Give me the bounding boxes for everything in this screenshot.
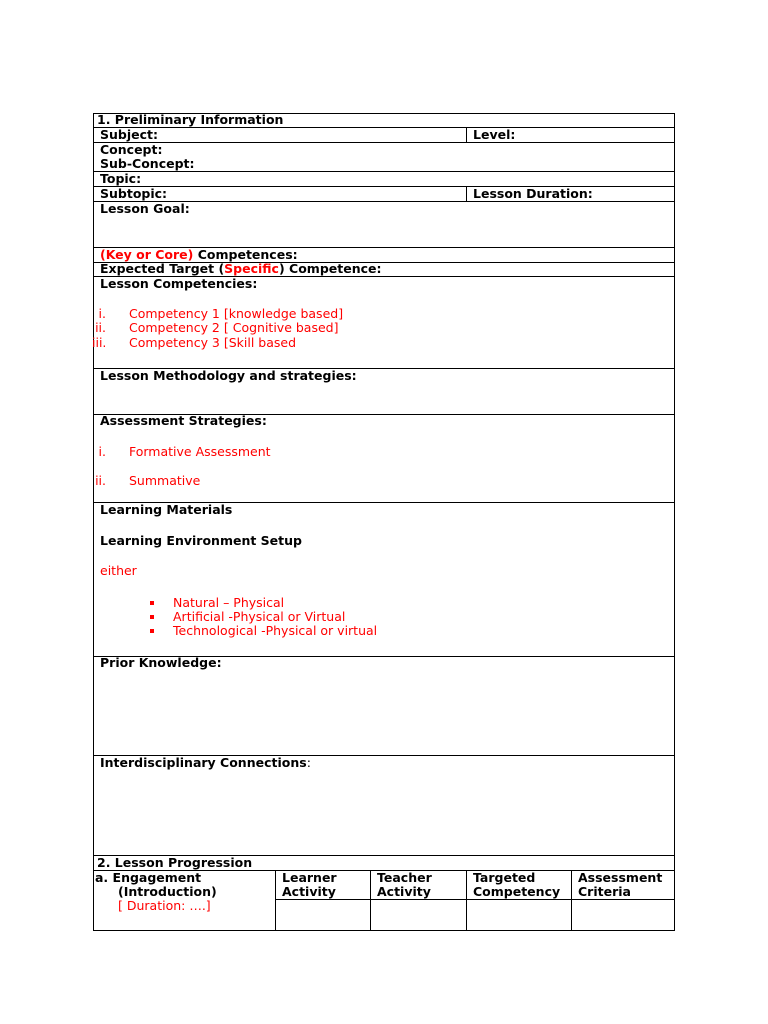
square-bullet-icon	[150, 615, 154, 619]
key-core-text: (Key or Core)	[100, 247, 194, 262]
rule	[571, 870, 572, 931]
list-number: iii.	[92, 335, 107, 350]
square-bullet-icon	[150, 629, 154, 633]
list-number: i.	[98, 306, 106, 321]
subject-label: Subject:	[100, 127, 158, 142]
expected-target-pre: Expected Target (	[100, 261, 225, 276]
learning-environment-label: Learning Environment Setup	[100, 533, 302, 548]
environment-item: Artificial -Physical or Virtual	[173, 609, 346, 624]
rule	[93, 113, 94, 931]
concept-label: Concept:	[100, 142, 163, 157]
methodology-label: Lesson Methodology and strategies:	[100, 368, 357, 383]
column-header-teacher-sub: Activity	[377, 884, 431, 899]
competency-item: Competency 3 [Skill based	[129, 335, 297, 350]
rule	[466, 870, 467, 931]
specific-text: Specific	[224, 261, 279, 276]
section-2-heading: 2. Lesson Progression	[97, 855, 253, 870]
either-text: either	[100, 563, 137, 578]
column-header-targeted: Targeted	[473, 870, 536, 885]
topic-label: Topic:	[100, 171, 142, 186]
column-header-teacher: Teacher	[377, 870, 432, 885]
rule	[93, 142, 675, 143]
column-header-assessment-sub: Criteria	[578, 884, 631, 899]
lesson-goal-label: Lesson Goal:	[100, 201, 190, 216]
expected-target-post: ) Competence:	[278, 261, 382, 276]
rule	[93, 171, 675, 172]
assessment-item: Summative	[129, 473, 201, 488]
subtopic-label: Subtopic:	[100, 186, 168, 201]
rule	[275, 870, 276, 931]
list-number: i.	[98, 444, 106, 459]
learning-materials-label: Learning Materials	[100, 502, 233, 517]
sub-concept-label: Sub-Concept:	[100, 156, 195, 171]
level-label: Level:	[473, 127, 516, 142]
interdisciplinary-label	[100, 756, 311, 770]
rule	[466, 127, 467, 143]
section-1-heading: 1. Preliminary Information	[97, 112, 284, 127]
duration-placeholder: [ Duration: ….]	[118, 898, 211, 913]
list-number: ii.	[95, 473, 106, 488]
list-number: ii.	[95, 320, 106, 335]
assessment-strategies-label: Assessment Strategies:	[100, 413, 267, 428]
key-competences-label	[100, 248, 298, 262]
expected-target-label	[100, 262, 382, 276]
engagement-label: a. Engagement	[95, 870, 202, 885]
introduction-label: (Introduction)	[118, 884, 217, 899]
rule	[93, 930, 675, 931]
rule	[275, 899, 675, 900]
assessment-item: Formative Assessment	[129, 444, 271, 459]
rule	[93, 127, 675, 128]
rule	[370, 870, 371, 931]
lesson-duration-label: Lesson Duration:	[473, 186, 593, 201]
environment-item: Natural – Physical	[173, 595, 285, 610]
column-header-learner-sub: Activity	[282, 884, 336, 899]
rule	[466, 186, 467, 202]
interdisciplinary-colon: :	[306, 755, 311, 770]
column-header-targeted-sub: Competency	[473, 884, 561, 899]
rule	[674, 113, 675, 931]
competency-item: Competency 2 [ Cognitive based]	[129, 320, 339, 335]
square-bullet-icon	[150, 601, 154, 605]
competences-text: Competences:	[193, 247, 298, 262]
column-header-assessment: Assessment	[578, 870, 663, 885]
competency-item: Competency 1 [knowledge based]	[129, 306, 344, 321]
lesson-competencies-label: Lesson Competencies:	[100, 276, 258, 291]
interdisciplinary-text: Interdisciplinary Connections	[100, 755, 307, 770]
column-header-learner: Learner	[282, 870, 337, 885]
prior-knowledge-label: Prior Knowledge:	[100, 655, 222, 670]
environment-item: Technological -Physical or virtual	[173, 623, 378, 638]
